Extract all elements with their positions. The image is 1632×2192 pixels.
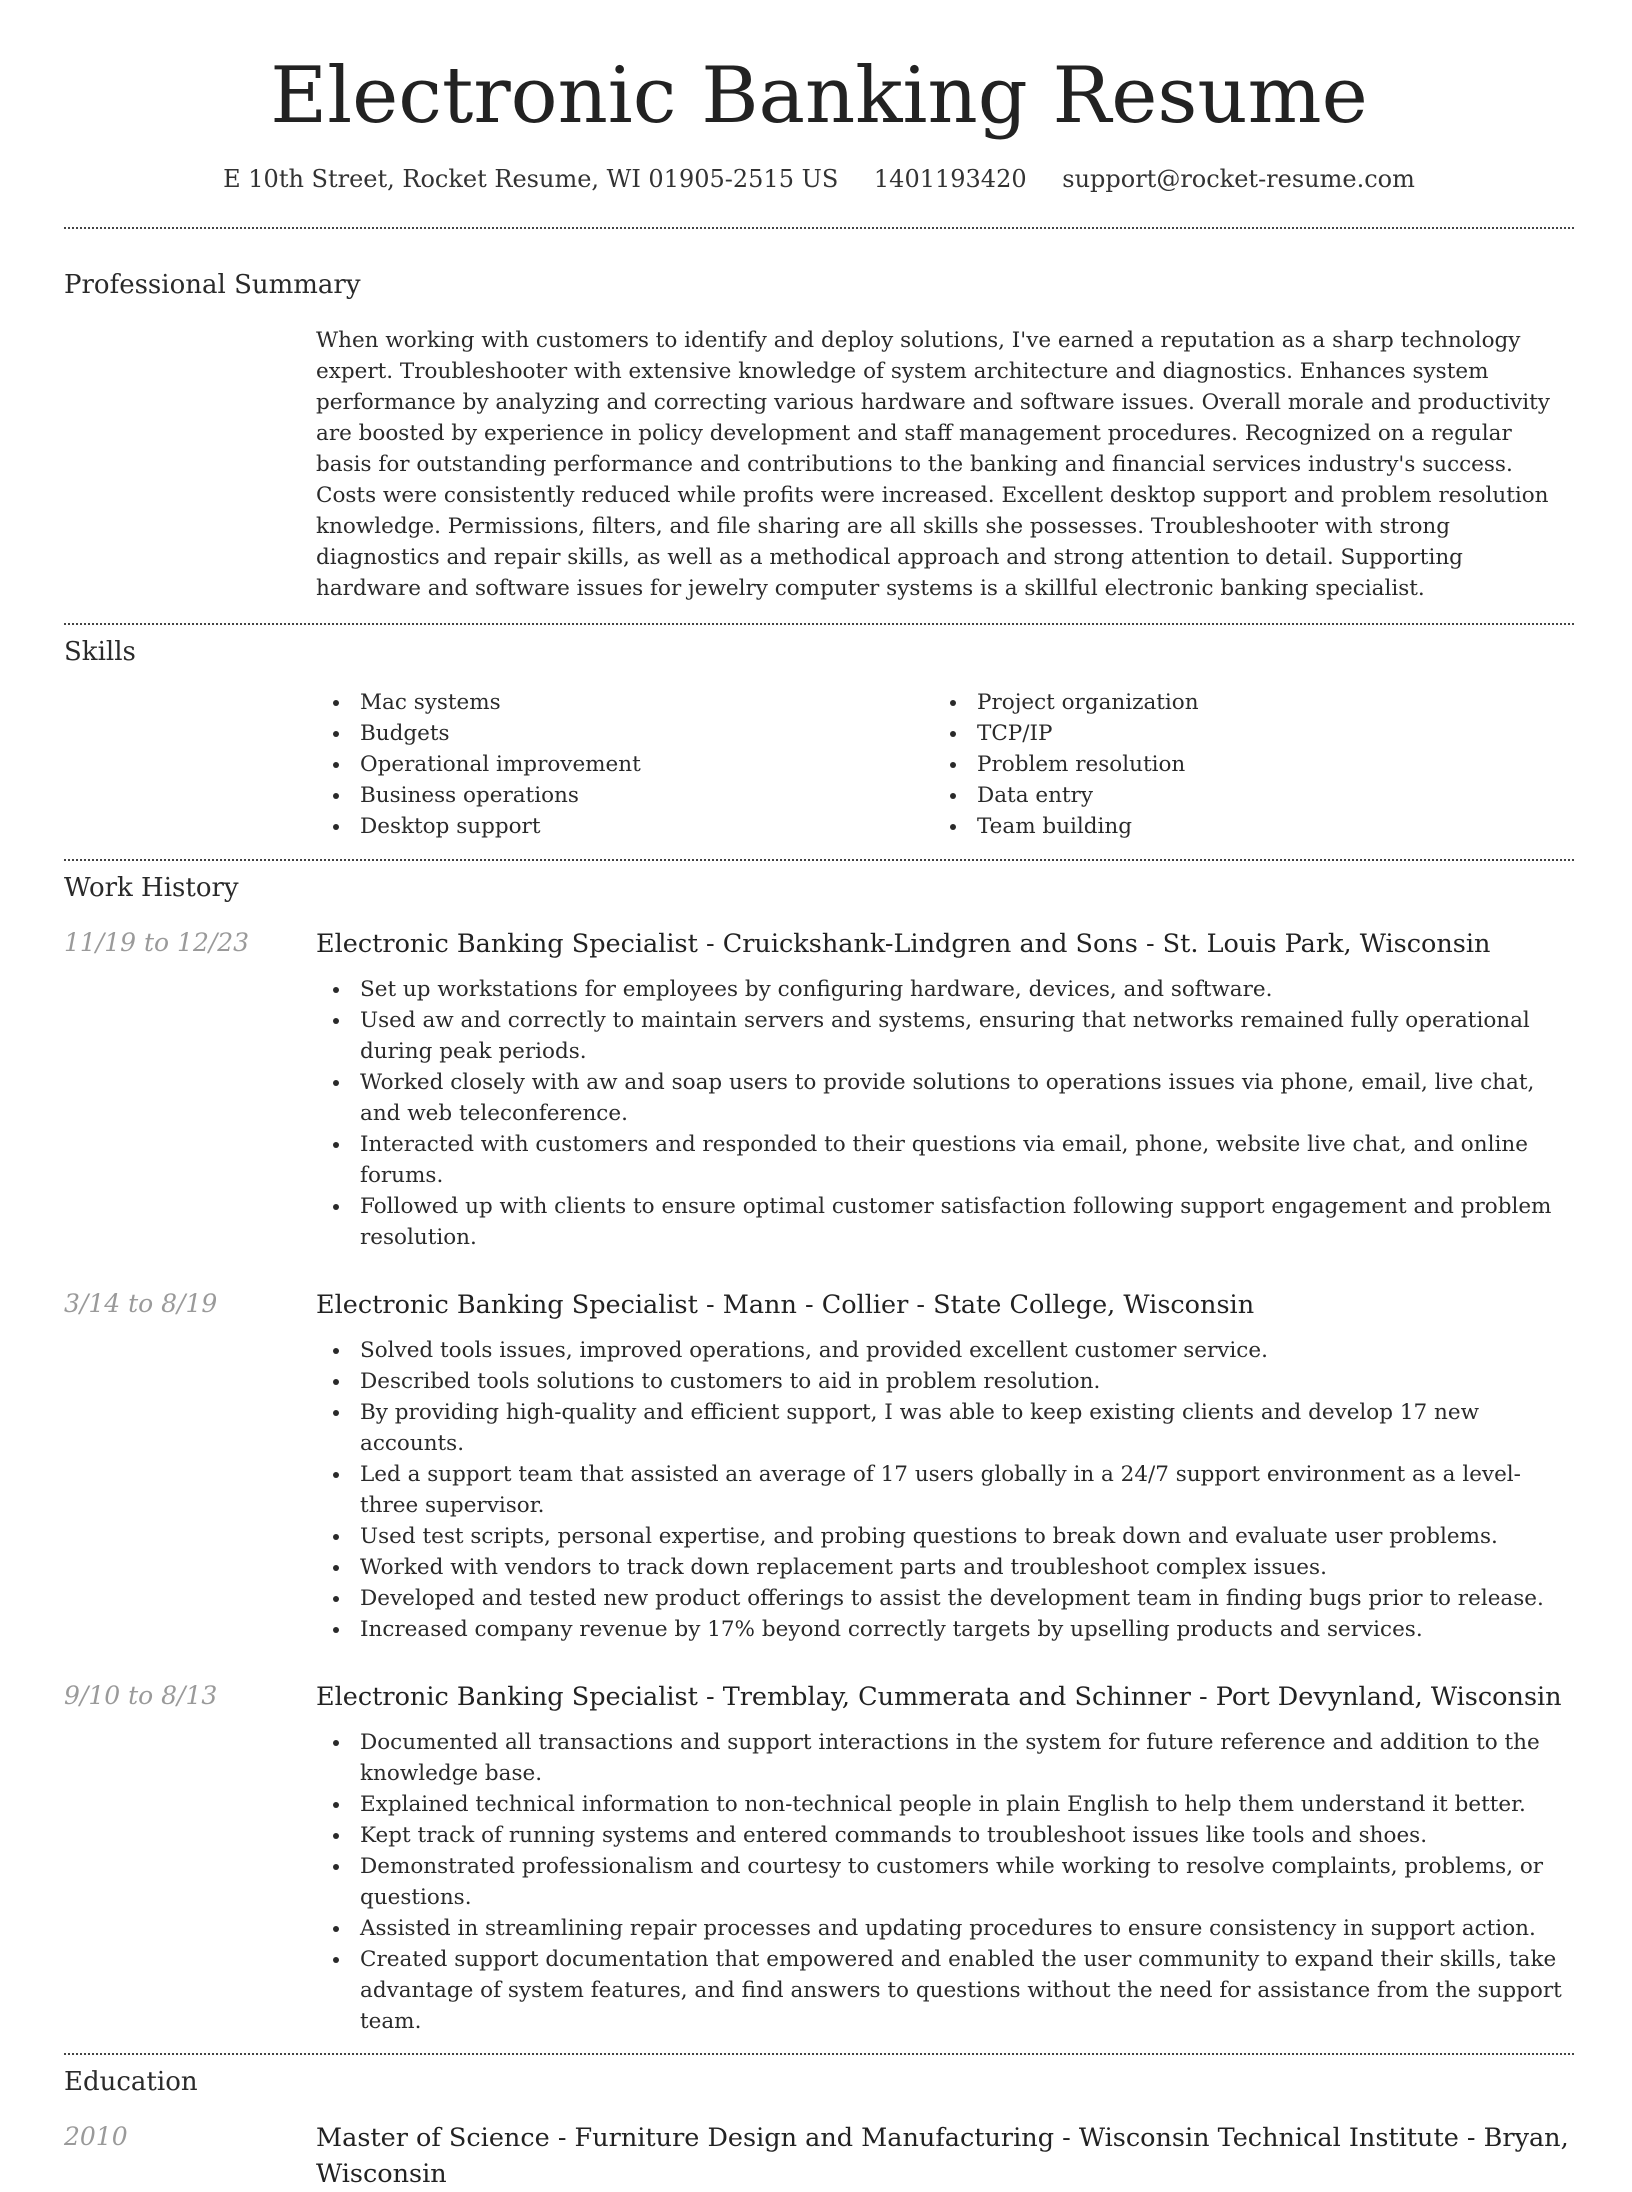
- job-title: Electronic Banking Specialist - Tremblay, Cummerata and Schinner - Port Devynland, Wisconsin: [316, 1682, 1562, 1713]
- job-bullet: Demonstrated professionalism and courtesy to customers while working to resolve complaints, problems, or questions.: [316, 1851, 1574, 1913]
- job-bullet: Led a support team that assisted an average of 17 users globally in a 24/7 support environment as a level-three supervisor.: [316, 1459, 1574, 1521]
- job-bullet: Created support documentation that empowered and enabled the user community to expand their skills, take advantage of system features, and find answers to questions without the need for assistance from the support team.: [316, 1944, 1574, 2037]
- job-dates: 11/19 to 12/23: [64, 928, 250, 958]
- education-title: Master of Science - Furniture Design and Manufacturing - Wisconsin Technical Institute - Bryan, Wisconsin: [316, 2123, 1569, 2190]
- job-bullet: Assisted in streamlining repair processes and updating procedures to ensure consistency in support action.: [316, 1913, 1574, 1944]
- job-bullet: Documented all transactions and support interactions in the system for future reference and addition to the knowledge base.: [316, 1727, 1574, 1789]
- job-title: Electronic Banking Specialist - Cruickshank-Lindgren and Sons - St. Louis Park, Wisconsin: [316, 929, 1491, 960]
- contact-phone: 1401193420: [873, 164, 1027, 193]
- job-bullet: Set up workstations for employees by configuring hardware, devices, and software.: [316, 974, 1574, 1005]
- job-bullets: [316, 974, 1574, 1253]
- job-entry: [64, 926, 1574, 1253]
- skills-column-left: [316, 687, 933, 842]
- job-bullet: Kept track of running systems and entered commands to troubleshoot issues like tools and shoes.: [316, 1820, 1574, 1851]
- job-bullet: Described tools solutions to customers to aid in problem resolution.: [316, 1366, 1574, 1397]
- job-dates: 3/14 to 8/19: [64, 1289, 218, 1319]
- skill-item: Project organization: [933, 687, 1550, 718]
- education-year: 2010: [64, 2122, 128, 2152]
- skill-item: Business operations: [316, 780, 933, 811]
- job-bullets: [316, 1727, 1574, 2037]
- job-dates: 9/10 to 8/13: [64, 1681, 218, 1711]
- skills-section: [64, 636, 1574, 843]
- contact-line: [64, 164, 1574, 195]
- job-bullet: Worked closely with aw and soap users to provide solutions to operations issues via phone, email, live chat, and web teleconference.: [316, 1067, 1574, 1129]
- summary-section: [64, 269, 1574, 604]
- contact-email: support@rocket-resume.com: [1062, 164, 1415, 193]
- job-bullet: Used test scripts, personal expertise, and probing questions to break down and evaluate user problems.: [316, 1521, 1574, 1552]
- summary-heading: Professional Summary: [64, 269, 361, 300]
- job-entry: [64, 1287, 1574, 1645]
- job-bullets: [316, 1335, 1574, 1645]
- skills-column-right: [933, 687, 1550, 842]
- skill-item: Mac systems: [316, 687, 933, 718]
- job-bullet: Solved tools issues, improved operations, and provided excellent customer service.: [316, 1335, 1574, 1366]
- skill-item: Team building: [933, 811, 1550, 842]
- contact-address: E 10th Street, Rocket Resume, WI 01905-2515 US: [223, 164, 839, 193]
- divider: [64, 623, 1574, 625]
- divider: [64, 859, 1574, 861]
- skill-item: Desktop support: [316, 811, 933, 842]
- work-heading: Work History: [64, 873, 239, 904]
- job-title: Electronic Banking Specialist - Mann - Collier - State College, Wisconsin: [316, 1290, 1255, 1321]
- job-bullet: Used aw and correctly to maintain servers and systems, ensuring that networks remained fully operational during peak periods.: [316, 1005, 1574, 1067]
- job-bullet: By providing high-quality and efficient support, I was able to keep existing clients and develop 17 new accounts.: [316, 1397, 1574, 1459]
- job-bullet: Explained technical information to non-technical people in plain English to help them understand it better.: [316, 1789, 1574, 1820]
- job-bullet: Increased company revenue by 17% beyond correctly targets by upselling products and services.: [316, 1614, 1574, 1645]
- divider: [64, 2053, 1574, 2055]
- work-section: [64, 872, 1574, 2037]
- skill-item: TCP/IP: [933, 718, 1550, 749]
- education-entry: [64, 2120, 1574, 2192]
- education-heading: Education: [64, 2067, 198, 2098]
- job-bullet: Interacted with customers and responded to their questions via email, phone, website live chat, and online forums.: [316, 1129, 1574, 1191]
- job-entry: [64, 1679, 1574, 2037]
- resume-header: [64, 0, 1574, 195]
- divider: [64, 227, 1574, 229]
- summary-text: When working with customers to identify and deploy solutions, I've earned a reputation as a sharp technology expert. Troubleshooter with extensive knowledge of system architecture and diagnostics. Enhances system performance by analyzing and correcting various hardware and software issues. Overall morale and productivity are boosted by experience in policy development and staff management procedures. Recognized on a regular basis for outstanding performance and contributions to the banking and financial services industry's success. Costs were consistently reduced while profits were increased. Excellent desktop support and problem resolution knowledge. Permissions, filters, and file sharing are all skills she possesses. Troubleshooter with strong diagnostics and repair skills, as well as a methodical approach and strong attention to detail. Supporting hardware and software issues for jewelry computer systems is a skillful electronic banking specialist.: [316, 327, 1550, 601]
- job-bullet: Developed and tested new product offerings to assist the development team in finding bugs prior to release.: [316, 1583, 1574, 1614]
- summary-content: [316, 325, 1574, 604]
- skill-item: Budgets: [316, 718, 933, 749]
- skill-item: Data entry: [933, 780, 1550, 811]
- resume-page: [64, 0, 1574, 2192]
- skills-grid: [316, 687, 1574, 842]
- job-bullet: Followed up with clients to ensure optimal customer satisfaction following support engagement and problem resolution.: [316, 1191, 1574, 1253]
- education-section: [64, 2066, 1574, 2192]
- resume-title: Electronic Banking Resume: [270, 51, 1368, 141]
- skill-item: Problem resolution: [933, 749, 1550, 780]
- skills-heading: Skills: [64, 636, 136, 667]
- job-bullet: Worked with vendors to track down replacement parts and troubleshoot complex issues.: [316, 1552, 1574, 1583]
- skill-item: Operational improvement: [316, 749, 933, 780]
